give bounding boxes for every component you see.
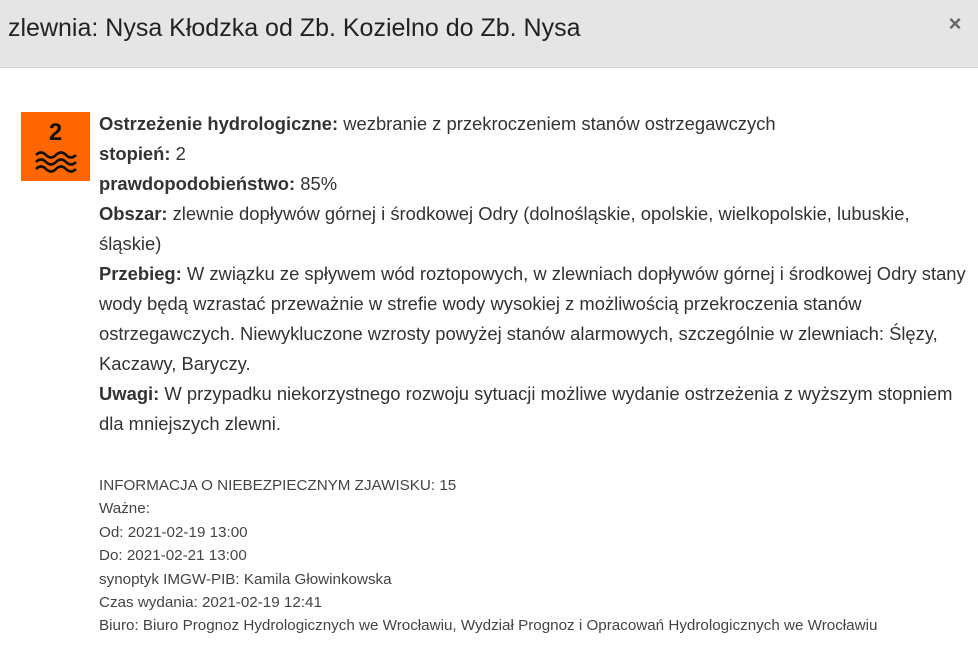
warning-degree-value: 2: [170, 143, 186, 164]
warning-course-label: Przebieg:: [99, 263, 182, 284]
warning-course-line: [99, 259, 969, 379]
office-name: Biuro: Biuro Prognoz Hydrologicznych we Wrocławiu, Wydział Prognoz i Opracowań Hydrologicznych we Wrocławiu: [99, 617, 878, 635]
warning-area-label: Obszar:: [99, 203, 168, 224]
warning-notes-value: W przypadku niekorzystnego rozwoju sytuacji możliwe wydanie ostrzeżenia z wyższym stopniem dla mniejszych zlewni.: [99, 383, 953, 434]
valid-to: Do: 2021-02-21 13:00: [99, 547, 247, 565]
warning-degree-line: [99, 139, 969, 169]
warning-level-badge: [21, 112, 90, 181]
close-button[interactable]: [945, 12, 965, 36]
warning-type-line: [99, 109, 969, 139]
warning-notes-label: Uwagi:: [99, 383, 160, 404]
modal-header: [0, 0, 978, 68]
warning-notes-line: [99, 379, 969, 439]
valid-label: Ważne:: [99, 500, 150, 518]
synoptic-name: synoptyk IMGW-PIB: Kamila Głowinkowska: [99, 570, 392, 588]
warning-area-line: [99, 199, 969, 259]
valid-from: Od: 2021-02-19 13:00: [99, 523, 248, 541]
warning-degree-label: stopień:: [99, 143, 171, 164]
warning-details: [99, 109, 969, 439]
water-waves-icon: [34, 150, 78, 174]
warning-type-label: Ostrzeżenie hydrologiczne:: [99, 113, 339, 134]
warning-probability-value: 85%: [295, 173, 338, 194]
warning-metadata: [99, 474, 974, 638]
warning-course-value: W związku ze spływem wód roztopowych, w zlewniach dopływów górnej i środkowej Odry stany wody będą wzrastać przeważnie w strefie wody wysokiej z możliwością przekroczenia stanów ostrzegawczych. Niewykluczone wzrosty powyżej stanów alarmowych, szczególnie w zlewniach: Ślęzy, Kaczawy, Baryczy.: [99, 263, 966, 374]
issue-time: Czas wydania: 2021-02-19 12:41: [99, 594, 322, 612]
warning-probability-line: [99, 169, 969, 199]
warning-type-value: wezbranie z przekroczeniem stanów ostrzegawczych: [338, 113, 776, 134]
warning-probability-label: prawdopodobieństwo:: [99, 173, 296, 194]
warning-level-number: 2: [48, 119, 63, 146]
modal-title: zlewnia: Nysa Kłodzka od Zb. Kozielno do Zb. Nysa: [8, 14, 581, 42]
warning-area-value: zlewnie dopływów górnej i środkowej Odry (dolnośląskie, opolskie, wielkopolskie, lubuskie, śląskie): [99, 203, 910, 254]
info-number: INFORMACJA O NIEBEZPIECZNYM ZJAWISKU: 15: [99, 477, 457, 494]
close-icon: ×: [948, 11, 962, 36]
